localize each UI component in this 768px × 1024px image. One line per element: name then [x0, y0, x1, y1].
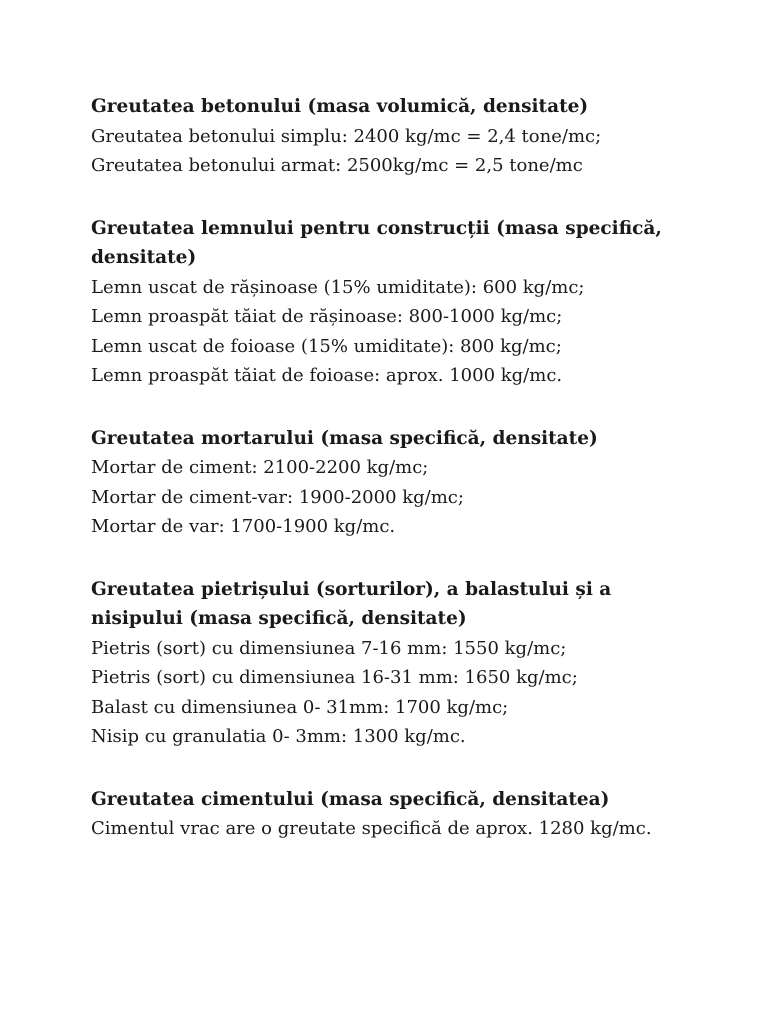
- section-heading: Greutatea pietrișului (sorturilor), a balastului și a nisipului (masa specifică, densitate): [91, 578, 612, 629]
- section-line: Mortar de ciment: 2100-2200 kg/mc;: [91, 457, 429, 478]
- section-line: Greutatea betonului armat: 2500kg/mc = 2,5 tone/mc: [91, 155, 583, 176]
- document-content: [91, 92, 691, 877]
- section-line: Nisip cu granulatia 0- 3mm: 1300 kg/mc.: [91, 726, 466, 747]
- section-gravel: [91, 575, 691, 752]
- section-line: Lemn uscat de foioase (15% umiditate): 800 kg/mc;: [91, 335, 562, 357]
- section-wood: [91, 214, 691, 391]
- section-line: Pietris (sort) cu dimensiunea 7-16 mm: 1550 kg/mc;: [91, 637, 567, 659]
- section-heading: Greutatea mortarului (masa specifică, densitate): [91, 427, 598, 449]
- section-line: Lemn proaspăt tăiat de foioase: aprox. 1000 kg/mc.: [91, 365, 563, 386]
- section-mortar: [91, 424, 691, 542]
- section-line: Balast cu dimensiunea 0- 31mm: 1700 kg/mc;: [91, 696, 509, 718]
- section-heading: Greutatea lemnului pentru construcții (masa specifică, densitate): [91, 217, 662, 268]
- section-heading: Greutatea cimentului (masa specifică, densitatea): [91, 788, 610, 810]
- section-heading: Greutatea betonului (masa volumică, densitate): [91, 96, 589, 117]
- section-cement: [91, 785, 691, 844]
- section-line: Cimentul vrac are o greutate specifică de aprox. 1280 kg/mc.: [91, 818, 652, 839]
- section-line: Mortar de ciment-var: 1900-2000 kg/mc;: [91, 486, 464, 508]
- section-line: Lemn uscat de rășinoase (15% umiditate): 600 kg/mc;: [91, 276, 585, 298]
- section-concrete: [91, 92, 691, 181]
- section-line: Pietris (sort) cu dimensiunea 16-31 mm: 1650 kg/mc;: [91, 667, 578, 688]
- section-line: Greutatea betonului simplu: 2400 kg/mc = 2,4 tone/mc;: [91, 125, 602, 147]
- section-line: Mortar de var: 1700-1900 kg/mc.: [91, 516, 396, 537]
- section-line: Lemn proaspăt tăiat de rășinoase: 800-1000 kg/mc;: [91, 306, 563, 327]
